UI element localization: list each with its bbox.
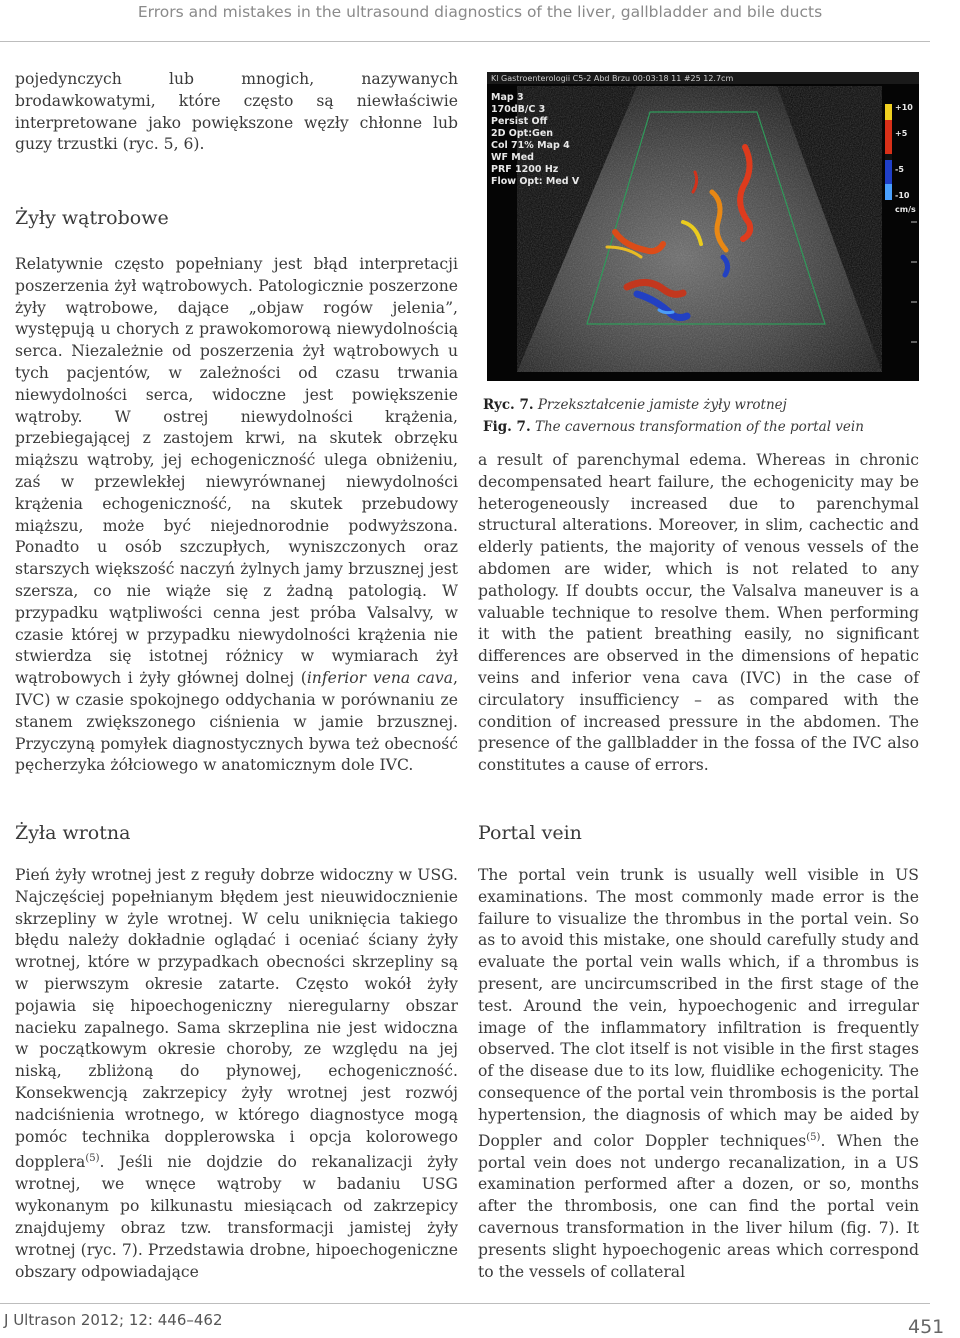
caption-pl-label: Ryc. 7. [483, 397, 534, 413]
svg-text:170dB/C 3: 170dB/C 3 [491, 104, 546, 115]
svg-text:+10: +10 [895, 103, 913, 112]
section-heading-portal-vein-pl: Żyła wrotna [15, 822, 131, 844]
svg-text:+5: +5 [895, 129, 908, 138]
svg-text:WF Med: WF Med [491, 152, 534, 163]
footer-rule [0, 1303, 930, 1304]
journal-citation: J Ultrason 2012; 12: 446–462 [4, 1311, 223, 1329]
portal-vein-en-text-b: . When the portal vein does not undergo recanalization, in a US examination performed after a dozen, or so, months after the thrombosis, one can find the portal vein cavernous transformation in the liver hilum (fig. 7). It presents slight hypoechogenic areas which correspond to the vessels of collateral [478, 1131, 919, 1281]
portal-vein-pl-text-a: Pień żyły wrotnej jest z reguły dobrze widoczny w USG. Najczęściej popełnianym błędem jest nieuwidocznienie skrzepliny w żyle wrotnej. W celu uniknięcia takiego błędu należy dokładnie oglądać i oceniać ściany żyły wrotnej, które w przypadkach obecności skrzepliny są w pierwszym okresie zatarte. Często wokół żyły pojawia się hipoechogeniczny nieregularny obszar nacieku zapalnego. Sama skrzeplina nie jest widoczna w początkowym okresie choroby, ze względu na jej niską, zbliżoną do płynowej, echogeniczność. Konsekwencją zakrzepicy żyły wrotnej jest rozwój nadciśnienia wrotnego, w którego diagnostyce mogą pomóc technika dopplerowska i opcja kolorowego dopplera [15, 866, 458, 1172]
figure-caption-pl [483, 395, 787, 415]
svg-text:Flow Opt: Med V: Flow Opt: Med V [491, 176, 580, 187]
left-hepatic-veins-block [15, 254, 458, 777]
reference-superscript: (5) [85, 1153, 100, 1165]
left-intro-block [15, 69, 458, 156]
section-heading-hepatic-veins: Żyły wątrobowe [15, 207, 169, 229]
svg-text:Col 71% Map 4: Col 71% Map 4 [491, 140, 570, 151]
portal-vein-pl-text-b: . Jeśli nie dojdzie do rekanalizacji żyły wrotnej, we wnęce wątroby w badaniu USG wykonanym po kilkunastu miesiącach od zakrzepicy znajdujemy obraz tzw. transformacji jamistej żyły wrotnej (ryc. 7). Przedstawia drobne, hipoechogeniczne obszary odpowiadające [15, 1153, 458, 1281]
svg-text:2D Opt:Gen: 2D Opt:Gen [491, 128, 554, 139]
svg-text:-10: -10 [895, 191, 910, 200]
us-velocity-scale [895, 103, 916, 214]
header-rule [0, 41, 930, 42]
svg-text:PRF 1200 Hz: PRF 1200 Hz [491, 164, 559, 175]
caption-en-label: Fig. 7. [483, 419, 531, 435]
left-portal-vein-block [15, 865, 458, 1283]
hepatic-veins-paragraph-en: a result of parenchymal edema. Whereas in chronic decompensated heart failure, the echogenicity may be heterogeneously increased due to parenchymal structural alterations. Moreover, in slim, cachectic and elderly patients, the majority of venous vessels of the abdomen are wider, which is not related to any pathology. If doubts occur, the Valsalva maneuver is a valuable technique to resolve them. When performing it with the patient breathing easily, no significant differences are observed in the dimensions of hepatic veins and inferior vena cava (IVC) in the case of circulatory insufficiency – as compared with the condition of increased pressure in the abdomen. The presence of the gallbladder in the fossa of the IVC also constitutes a cause of errors. [478, 451, 919, 775]
running-header [0, 0, 960, 42]
right-hepatic-veins-block [478, 450, 919, 777]
svg-text:Persist Off: Persist Off [491, 116, 548, 127]
ultrasound-figure-graphic [487, 72, 919, 381]
running-title: Errors and mistakes in the ultrasound diagnostics of the liver, gallbladder and bile ducts [137, 3, 823, 21]
reference-superscript-en: (5) [806, 1131, 821, 1143]
right-portal-vein-block [478, 865, 919, 1283]
section-heading-portal-vein-en: Portal vein [478, 822, 582, 844]
figure-caption-en [483, 417, 864, 437]
portal-vein-en-text-a: The portal vein trunk is usually well visible in US examinations. The most commonly made error is the failure to visualize the thrombus in the portal vein. So as to avoid this mistake, one should carefully study and evaluate the portal vein walls which, if a thrombus is present, are uncircumscribed in the first stage of the test. Around the vein, hypoechogenic and irregular image of the inflammatory infiltration is frequently observed. The clot itself is not visible in the first stages of the disease due to its low, fluidlike echogenicity. The consequence of the portal vein thrombosis is the portal hypertension, the diagnosis of which may be aided by Doppler and color Doppler techniques [478, 866, 919, 1150]
portal-vein-paragraph-pl [15, 865, 458, 1283]
hepatic-veins-text-b: , IVC) w czasie spokojnego oddychania w porównaniu ze stanem zwiększonego ciśnienia w jamie brzusznej. Przyczyną pomyłek diagnostycznych bywa też obecność pęcherzyka żółciowego w anatomicznym dole IVC. [15, 669, 458, 775]
ivc-term: inferior vena cava [306, 669, 454, 688]
caption-en-text: The cavernous transformation of the portal vein [534, 419, 864, 435]
caption-pl-text: Przekształcenie jamiste żyły wrotnej [537, 397, 787, 413]
page-number: 451 [908, 1316, 945, 1338]
ultrasound-image [487, 72, 919, 381]
hepatic-veins-paragraph [15, 254, 458, 777]
portal-vein-paragraph-en [478, 865, 919, 1283]
svg-text:cm/s: cm/s [895, 205, 916, 214]
us-parameter-overlay [491, 92, 580, 187]
us-top-overlay: Kl Gastroenterologii C5-2 Abd Brzu 00:03:18 11 #25 12.7cm [491, 74, 734, 83]
svg-text:-5: -5 [895, 165, 904, 174]
hepatic-veins-text-a: Relatywnie często popełniany jest błąd interpretacji poszerzenia żył wątrobowych. Patologicznie poszerzone żyły wątrobowe, dające „objaw rogów jelenia”, występują u chorych z prawokomorową niewydolnością serca. Niezależnie od poszerzenia żył wątrobowych u tych pacjentów, w zależności od czasu trwania niewydolności serca, widoczne jest powiększenie wątroby. W ostrej niewydolności krążenia, przebiegającej z zastojem krwi, na skutek obrzęku miąższu wątroby, jej echogeniczność ulega obniżeniu, zaś w przewlekłej niewyrównanej niewydolności krążenia echogeniczność, na skutek przebudowy miąższu, może być niejednorodnie podwyższona. Ponadto u osób szczupłych, wyniszczonych oraz starszych większość naczyń żylnych jamy brzusznej jest szersza, co nie wiąże się z żadną patologią. W przypadku wątpliwości cenna jest próba Valsalvy, w czasie której w przypadku niewydolności krążenia nie stwierdza się istotnej różnicy w wymiarach żył wątrobowych i żyły głównej dolnej ( [15, 255, 458, 688]
svg-text:Map 3: Map 3 [491, 92, 524, 103]
intro-paragraph: pojedynczych lub mnogich, nazywanych brodawkowatymi, które często są niewłaściwie interpretowane jako powiększone węzły chłonne lub guzy trzustki (ryc. 5, 6). [15, 70, 458, 154]
